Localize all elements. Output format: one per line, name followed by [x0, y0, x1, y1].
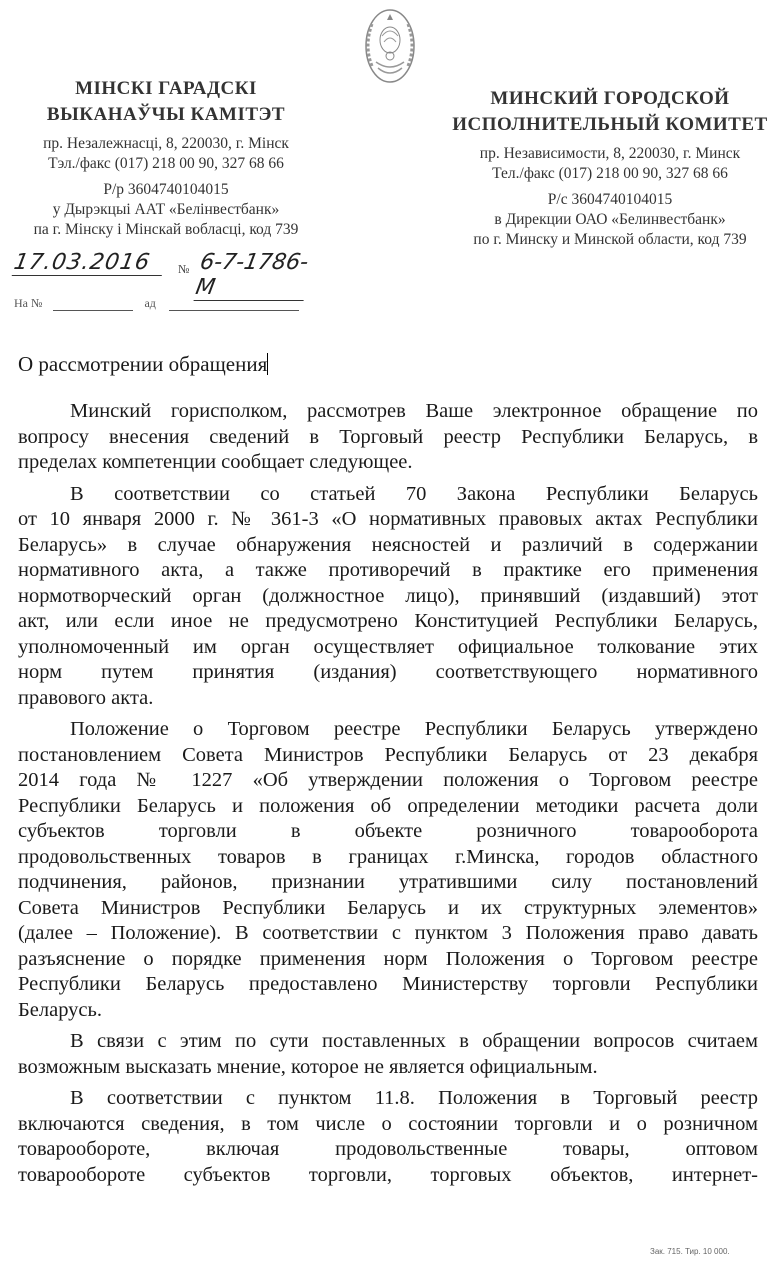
text-line: Совета Министров Республики Беларусь и их структурных элементов» [18, 896, 758, 919]
subject-text: О рассмотрении обращения [18, 352, 268, 376]
org-bank: у Дырэкцыі ААТ «Белінвестбанк» [52, 201, 280, 218]
text-line: вопросу внесения сведений в Торговый реестр Республики Беларусь, в [18, 425, 758, 448]
text-cursor [267, 353, 268, 375]
ref-from-label: ад [144, 296, 156, 310]
text-line: постановлением Совета Министров Республики Беларусь от 23 декабря [18, 743, 758, 766]
text-line: акт, или если иное не предусмотрено Конституцией Республики Беларусь, [18, 610, 758, 632]
text-line: Беларусь. [18, 998, 103, 1021]
text-line: Республики Беларусь и положения об определении методики расчета доли [18, 794, 758, 817]
text-line: включаются сведения, в том числе о состоянии торговли и о розничном [18, 1112, 758, 1135]
text-line: (далее – Положение). В соответствии с пунктом 3 Положения право давать [18, 922, 758, 944]
text-line: Положение о Торговом реестре Республики Беларусь утверждено [70, 718, 758, 740]
org-title-line: ВЫКАНАЎЧЫ КАМІТЭТ [46, 104, 286, 125]
org-title-line: ИСПОЛНИТЕЛЬНЫЙ КОМИТЕТ [452, 114, 768, 135]
org-bank: в Дирекции ОАО «Белинвестбанк» [494, 211, 726, 228]
paragraph [18, 717, 758, 1023]
letterhead-belarusian [0, 76, 332, 240]
text-line: от 10 января 2000 г. № 361-3 «О нормативных правовых актах Республики [18, 508, 758, 530]
text-line: 2014 года № 1227 «Об утверждении положения о Торговом реестре [18, 769, 758, 791]
text-line: товарообороте, включая продовольственные товары, оптовом [18, 1138, 758, 1160]
text-line: возможным высказать мнение, которое не является официальным. [18, 1055, 598, 1078]
text-line: нормативного акта, а также противоречий в практике его применения [18, 559, 758, 581]
ref-number-label: На № [14, 296, 43, 310]
letter-body [18, 399, 758, 1194]
paragraph [18, 1029, 758, 1080]
text-line: Минский горисполком, рассмотрев Ваше электронное обращение по [70, 400, 758, 422]
org-phone: Тэл./факс (017) 218 00 90, 327 68 66 [48, 155, 284, 172]
text-line: пределах компетенции сообщает следующее. [18, 451, 413, 473]
ref-date-blank [169, 300, 299, 311]
number-label: № [178, 262, 190, 276]
org-account: Р/р 3604740104015 [103, 181, 229, 198]
org-address: пр. Незалежнасці, 8, 220030, г. Мінск [43, 135, 289, 152]
org-account: Р/с 3604740104015 [547, 191, 673, 208]
org-title-line: МИНСКИЙ ГОРОДСКОЙ [490, 88, 730, 109]
text-line: продовольственных товаров в границах г.Минска, городов областного [18, 845, 758, 868]
text-line: разъяснение о порядке применения норм Положения о Торговом реестре [18, 947, 758, 970]
org-phone: Тел./факс (017) 218 00 90, 327 68 66 [492, 165, 728, 182]
ref-number-blank [53, 300, 133, 311]
handwritten-date: 17.03.2016 [12, 250, 167, 276]
text-line: нормотворческий орган (должностное лицо), принявший (издавший) этот [18, 584, 758, 607]
text-line: субъектов торговли в объекте розничного товарооборота [18, 820, 758, 842]
text-line: Беларусь» в случае обнаружения неясностей и различий в содержании [18, 533, 758, 556]
handwritten-reg-number: 6-7-1786-М [194, 250, 313, 301]
print-footer: Зак. 715. Тир. 10 000. [650, 1247, 730, 1256]
text-line: В связи с этим по сути поставленных в обращении вопросов считаем [70, 1030, 758, 1052]
org-bank-region: по г. Минску и Минской области, код 739 [473, 231, 747, 248]
paragraph [18, 399, 758, 476]
text-line: Республики Беларусь предоставлено Министерству торговли Республики [18, 973, 758, 995]
org-bank-region: па г. Мінску і Мінскай вобласці, код 739 [33, 221, 299, 238]
org-address: пр. Независимости, 8, 220030, г. Минск [479, 145, 741, 162]
letter-subject [18, 352, 268, 377]
text-line: товарообороте субъектов торговли, торговых объектов, интернет- [18, 1163, 758, 1186]
letterhead-russian [440, 86, 776, 250]
text-line: норм путем принятия (издания) соответствующего нормативного [18, 661, 758, 683]
state-emblem-icon [350, 6, 430, 86]
text-line: уполномоченный им орган осуществляет официальное толкование этих [18, 635, 758, 658]
text-line: правового акта. [18, 686, 154, 709]
paragraph [18, 1086, 758, 1188]
text-line: подчинения, районов, признании утратившими силу постановлений [18, 871, 758, 893]
org-title-line: МІНСКІ ГАРАДСКІ [75, 78, 257, 99]
paragraph [18, 482, 758, 712]
reference-row [14, 296, 299, 311]
text-line: В соответствии с пунктом 11.8. Положения в Торговый реестр [70, 1087, 758, 1109]
text-line: В соответствии со статьей 70 Закона Республики Беларусь [70, 482, 758, 505]
